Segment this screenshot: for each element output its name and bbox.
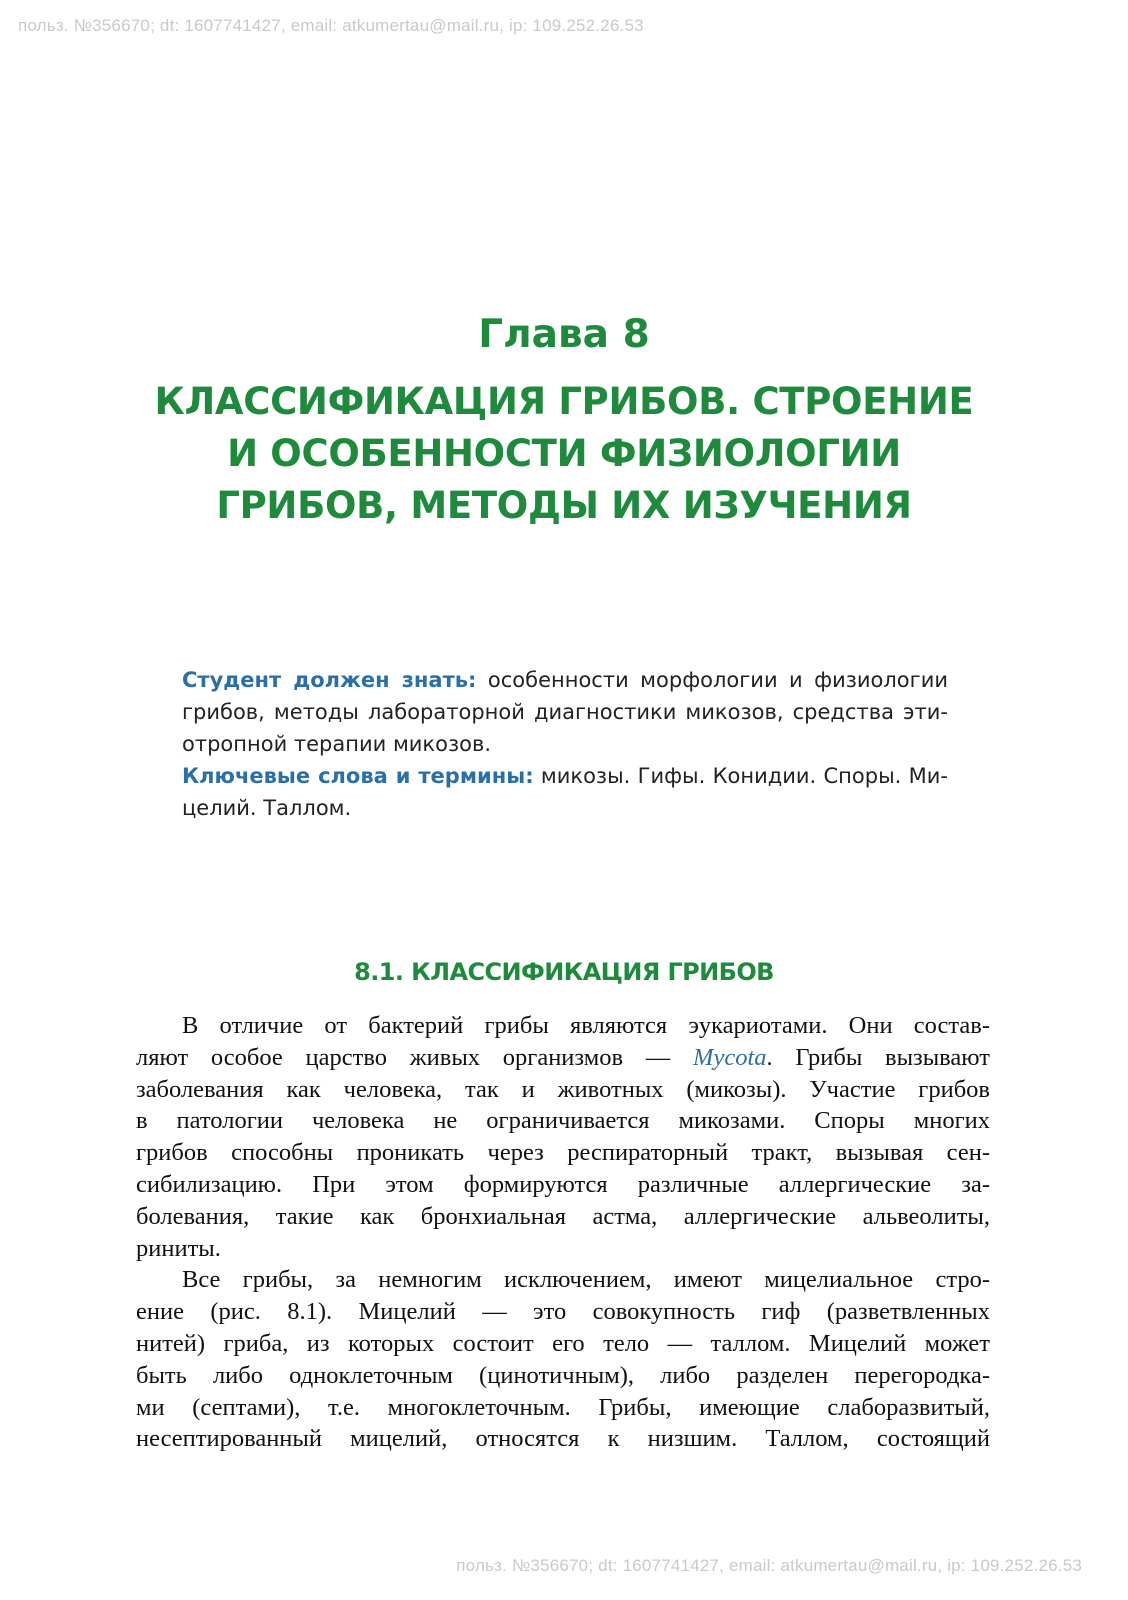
- text-line: грибов способны проникать через респираторный тракт, вызывая сен-: [136, 1139, 990, 1167]
- text-line: нитей) гриба, из которых состоит его тело — таллом. Мицелий может: [136, 1329, 990, 1357]
- text-line: несептированный мицелий, относятся к низшим. Таллом, состоящий: [136, 1425, 990, 1453]
- watermark-top: польз. №356670; dt: 1607741427, email: atkumertau@mail.ru, ip: 109.252.26.53: [18, 16, 644, 35]
- must-know-line: грибов, методы лабораторной диагностики микозов, средства эти-: [182, 700, 948, 724]
- latin-term: Mycota: [693, 1043, 767, 1071]
- learning-objectives: [182, 664, 948, 824]
- chapter-label: Глава 8: [478, 312, 650, 357]
- chapter-title-line: ГРИБОВ, МЕТОДЫ ИХ ИЗУЧЕНИЯ: [216, 484, 912, 527]
- body-text: [136, 1010, 990, 1455]
- text-line: сибилизацию. При этом формируются различные аллергические за-: [136, 1170, 990, 1198]
- text-line: в патологии человека не ограничивается микозами. Споры многих: [136, 1107, 990, 1135]
- keywords-label: Ключевые слова и термины:: [182, 764, 534, 788]
- keywords-line: Ключевые слова и термины: микозы. Гифы. Конидии. Споры. Ми-: [182, 764, 948, 788]
- text-line: ми (септами), т.е. многоклеточным. Грибы, имеющие слаборазвитый,: [136, 1393, 990, 1421]
- text-line: В отличие от бактерий грибы являются эукариотами. Они состав-: [182, 1012, 990, 1039]
- watermark-bottom: польз. №356670; dt: 1607741427, email: atkumertau@mail.ru, ip: 109.252.26.53: [456, 1556, 1082, 1575]
- text-line: быть либо одноклеточным (цинотичным), либо разделен перегородка-: [136, 1361, 990, 1389]
- chapter-title-line: КЛАССИФИКАЦИЯ ГРИБОВ. СТРОЕНИЕ: [154, 380, 974, 423]
- keywords-line: целий. Таллом.: [182, 796, 352, 820]
- text-line: заболевания как человека, так и животных (микозы). Участие грибов: [136, 1075, 990, 1103]
- text-line: Все грибы, за немногим исключением, имеют мицелиальное стро-: [182, 1266, 990, 1294]
- text-line: болевания, такие как бронхиальная астма, аллергические альвеолиты,: [136, 1202, 990, 1230]
- must-know-line: Студент должен знать: особенности морфологии и физиологии: [182, 668, 948, 692]
- chapter-title: [120, 376, 1008, 532]
- chapter-title-line: И ОСОБЕННОСТИ ФИЗИОЛОГИИ: [227, 432, 901, 475]
- text-line: ляют особое царство живых организмов — Mycota. Грибы вызывают: [136, 1043, 990, 1071]
- text-line: ение (рис. 8.1). Мицелий — это совокупность гиф (разветвленных: [136, 1298, 990, 1326]
- must-know-label: Студент должен знать:: [182, 668, 477, 692]
- section-title: 8.1. КЛАССИФИКАЦИЯ ГРИБОВ: [354, 958, 774, 986]
- must-know-line: отропной терапии микозов.: [182, 732, 492, 756]
- text-line: риниты.: [136, 1234, 221, 1262]
